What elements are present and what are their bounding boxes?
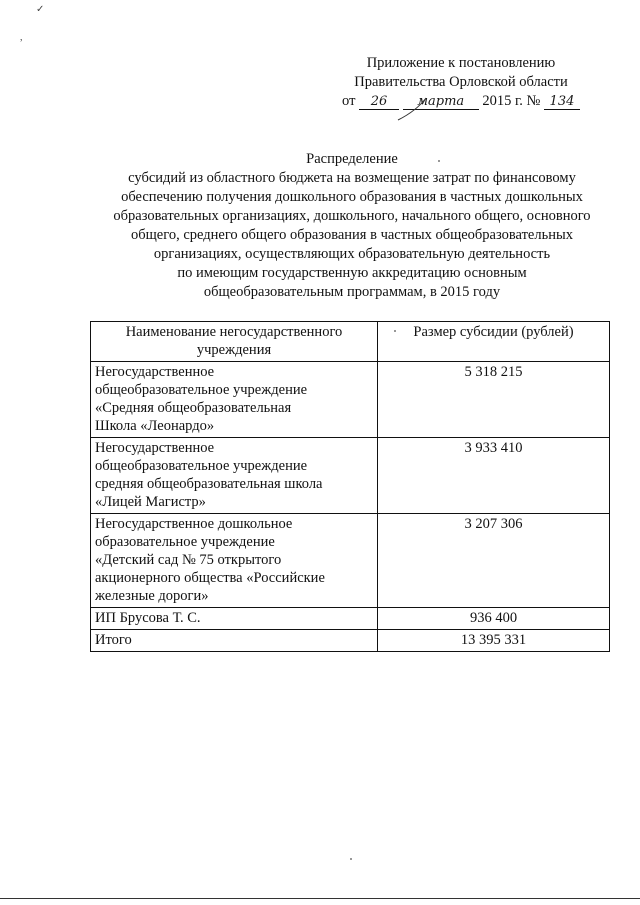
- total-label-cell: Итого: [91, 630, 378, 652]
- institution-name-cell: [91, 362, 378, 438]
- institution-name-cell: [91, 514, 378, 608]
- handwritten-month: марта: [403, 95, 479, 110]
- column-header-institution: Наименование негосударственного учреждения: [91, 322, 378, 362]
- scan-bottom-edge: [0, 898, 640, 899]
- title-line: по имеющим государственную аккредитацию основным: [177, 265, 527, 281]
- table-row: [91, 514, 610, 608]
- title-line: образовательных организациях, дошкольного, начального общего, основного: [113, 208, 591, 224]
- pen-stroke: [390, 96, 440, 122]
- cell-line: Школа «Леонардо»: [95, 418, 215, 434]
- title-line: общего, среднего общего образования в частных общеобразовательных: [131, 227, 573, 243]
- date-prefix: от: [342, 93, 356, 109]
- appendix-line-2: Правительства Орловской области: [354, 74, 568, 90]
- document-title: [86, 150, 618, 302]
- cell-line: общеобразовательное учреждение: [95, 458, 308, 474]
- cell-line: Негосударственное: [95, 440, 215, 456]
- column-header-amount: Размер субсидии (рублей): [378, 322, 610, 362]
- title-line: общеобразовательным программам, в 2015 году: [203, 284, 501, 300]
- table-total-row: [91, 630, 610, 652]
- amount-cell: 5 318 215: [378, 362, 610, 438]
- title-line: субсидий из областного бюджета на возмещение затрат по финансовому: [128, 170, 576, 186]
- total-amount-cell: 13 395 331: [378, 630, 610, 652]
- cell-line: Негосударственное дошкольное: [95, 516, 293, 532]
- title-line: обеспечению получения дошкольного образования в частных дошкольных: [121, 189, 583, 205]
- appendix-header: [330, 54, 592, 111]
- title-line: организациях, осуществляющих образовательную деятельность: [153, 246, 551, 262]
- table-row: [91, 438, 610, 514]
- cell-line: акционерного общества «Российские: [95, 570, 325, 586]
- handwritten-day: 26: [359, 95, 399, 110]
- institution-name-cell: [91, 438, 378, 514]
- amount-cell: 3 207 306: [378, 514, 610, 608]
- scan-speck: [350, 858, 352, 860]
- scan-speck: [394, 330, 396, 332]
- table-row: [91, 362, 610, 438]
- amount-cell: 3 933 410: [378, 438, 610, 514]
- cell-line: «Средняя общеобразовательная: [95, 400, 292, 416]
- table-header-row: [91, 322, 610, 362]
- appendix-date-line: [330, 92, 592, 111]
- scan-speck: [438, 160, 440, 162]
- date-year: 2015 г. №: [482, 93, 541, 109]
- scan-mark: ,: [20, 32, 23, 43]
- subsidy-table: [90, 321, 610, 652]
- handwritten-number: 134: [544, 95, 580, 110]
- cell-line: Негосударственное: [95, 364, 215, 380]
- cell-line: «Лицей Магистр»: [95, 494, 206, 510]
- cell-line: общеобразовательное учреждение: [95, 382, 308, 398]
- cell-line: средняя общеобразовательная школа: [95, 476, 323, 492]
- title-heading: Распределение: [306, 151, 398, 167]
- scan-mark: ✓: [36, 4, 45, 15]
- institution-name-cell: ИП Брусова Т. С.: [91, 608, 378, 630]
- cell-line: образовательное учреждение: [95, 534, 275, 550]
- cell-line: «Детский сад № 75 открытого: [95, 552, 282, 568]
- cell-line: железные дороги»: [95, 588, 209, 604]
- amount-cell: 936 400: [378, 608, 610, 630]
- appendix-line-1: Приложение к постановлению: [366, 55, 556, 71]
- table-row: [91, 608, 610, 630]
